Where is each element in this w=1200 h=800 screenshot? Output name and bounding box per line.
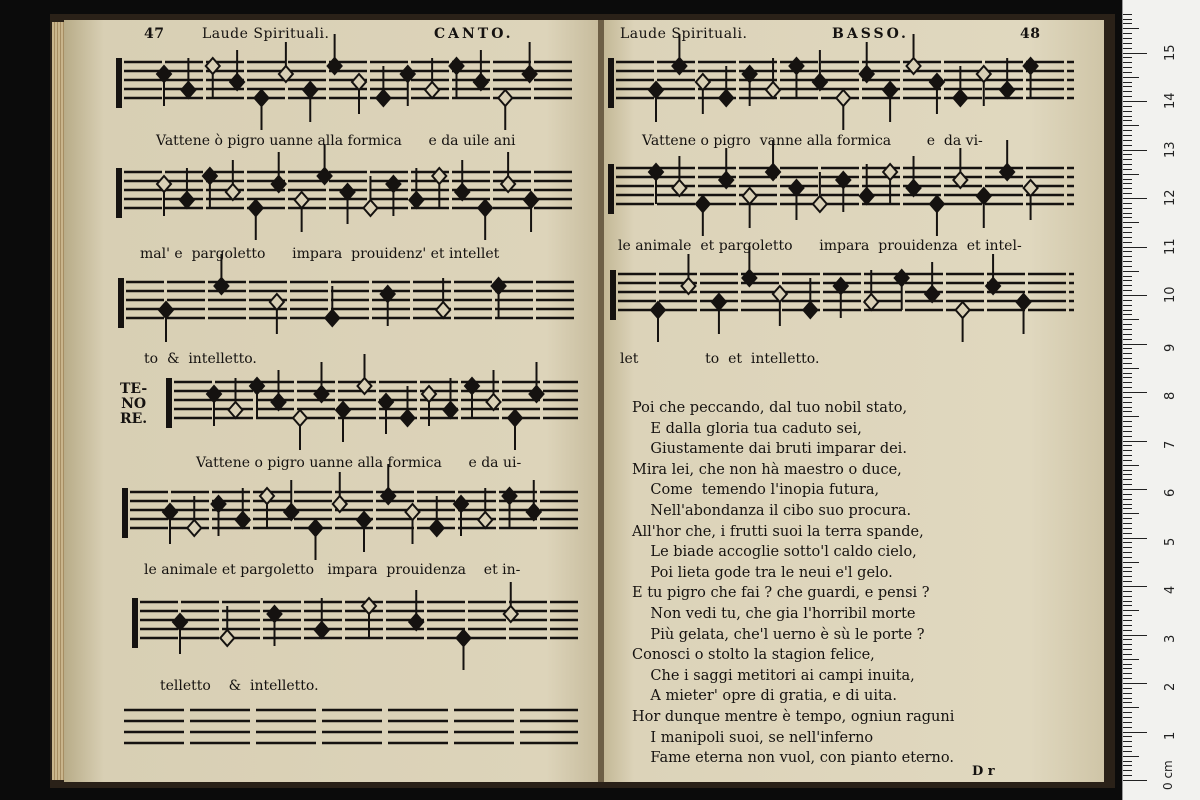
staff (610, 246, 1074, 342)
ruler-tick (1123, 411, 1132, 412)
note-head (401, 410, 415, 426)
ruler-tick (1123, 465, 1139, 466)
ruler-tick (1123, 261, 1132, 262)
note-head (803, 302, 817, 318)
note-head (813, 74, 827, 90)
ruler-tick (1123, 305, 1132, 306)
note-head (229, 402, 243, 418)
tenor-label: TE- NO RE. (120, 381, 148, 427)
ruler-tick (1123, 504, 1132, 505)
ruler-tick (1123, 179, 1132, 180)
ruler-tick (1123, 120, 1132, 121)
ruler-tick (1123, 765, 1132, 766)
ruler-tick (1123, 368, 1139, 369)
ruler-tick (1123, 402, 1132, 403)
lyric-line: let to et intelletto. (620, 351, 820, 367)
note-head (1017, 294, 1031, 310)
ruler-tick (1123, 237, 1132, 238)
poem-line: Più gelata, che'l uerno è sù le porte ? (632, 626, 925, 643)
ruler-tick (1123, 654, 1132, 655)
ruler-tick (1123, 615, 1132, 616)
ruler-tick (1123, 382, 1132, 383)
ruler-tick (1123, 499, 1132, 500)
note-head (524, 192, 538, 208)
note-head (230, 74, 244, 90)
right-voice-label: BASSO. (832, 26, 909, 42)
ruler-tick (1123, 678, 1132, 679)
ruler-tick (1123, 251, 1132, 252)
ruler-tick (1123, 116, 1132, 117)
ruler-tick (1123, 445, 1132, 446)
poem-text (632, 398, 1052, 769)
ruler-tick (1123, 542, 1132, 543)
ruler-tick (1123, 591, 1132, 592)
note-head (226, 184, 240, 200)
note-head (672, 180, 686, 196)
ruler-tick (1123, 533, 1132, 534)
poem-line: Nell'abondanza il cibo suo procura. (632, 502, 912, 519)
ruler-tick (1123, 407, 1132, 408)
ruler-tick (1123, 702, 1132, 703)
ruler-tick (1123, 528, 1132, 529)
note-head (425, 82, 439, 98)
ruler-number: 1 (1163, 731, 1178, 740)
poem-line: Fame eterna non vuol, con pianto eterno. (632, 750, 954, 767)
ruler-tick (1123, 756, 1139, 757)
ruler-number: 15 (1163, 43, 1178, 61)
staff (122, 464, 578, 560)
ruler-tick (1123, 751, 1132, 752)
ruler-tick (1123, 198, 1147, 199)
note-head (864, 294, 878, 310)
ruler-tick (1123, 538, 1147, 539)
ruler-tick (1123, 159, 1132, 160)
ruler-tick (1123, 479, 1132, 480)
note-head (180, 192, 194, 208)
ruler-tick (1123, 227, 1132, 228)
note-head (236, 512, 250, 528)
ruler-tick (1123, 154, 1132, 155)
note-head (436, 302, 450, 318)
ruler-tick (1123, 664, 1132, 665)
ruler-tick (1123, 208, 1132, 209)
ruler-tick (1123, 334, 1132, 335)
note-head (336, 402, 350, 418)
note-head (352, 74, 366, 90)
ruler-tick (1123, 135, 1132, 136)
left-voice-label: CANTO. (434, 26, 514, 42)
ruler-tick (1123, 620, 1132, 621)
note-head (272, 394, 286, 410)
note-head (315, 622, 329, 638)
ruler-tick (1123, 363, 1132, 364)
poem-line: Poi che peccando, dal tuo nobil stato, (632, 400, 908, 416)
note-head (696, 74, 710, 90)
poem-line: All'hor che, i frutti suoi la terra spande, (632, 523, 924, 540)
ruler-tick (1123, 596, 1132, 597)
note-head (293, 410, 307, 426)
left-running-title: Laude Spirituali. (202, 26, 330, 42)
ruler-tick (1123, 130, 1132, 131)
poem-line: Poi lieta gode tra le neui e'l gelo. (632, 564, 893, 581)
ruler-tick (1123, 140, 1132, 141)
ruler-tick (1123, 571, 1132, 572)
ruler-tick (1123, 77, 1139, 78)
ruler-tick (1123, 339, 1132, 340)
note-head (430, 520, 444, 536)
ruler-tick (1123, 712, 1132, 713)
poem-line: Conosci o stolto la stagion felice, (632, 647, 875, 664)
ruler-tick (1123, 732, 1147, 733)
ruler-tick (1123, 169, 1132, 170)
ruler-tick (1123, 67, 1132, 68)
poem-line: Non vedi tu, che gia l'horribil morte (632, 605, 916, 622)
note-head (295, 192, 309, 208)
ruler-number: 5 (1163, 537, 1178, 546)
ruler-tick (1123, 761, 1132, 762)
ruler-tick (1123, 775, 1132, 776)
ruler-tick (1123, 150, 1147, 151)
note-head (956, 302, 970, 318)
ruler-tick (1123, 513, 1139, 514)
ruler-tick (1123, 300, 1132, 301)
note-head (220, 630, 234, 646)
note-head (159, 302, 173, 318)
ruler-tick (1123, 91, 1132, 92)
ruler-tick (1123, 484, 1132, 485)
ruler-tick (1123, 644, 1132, 645)
note-head (766, 82, 780, 98)
note-head (508, 410, 522, 426)
note-head (649, 82, 663, 98)
note-head (651, 302, 665, 318)
staff (118, 254, 574, 342)
ruler-number: 14 (1163, 92, 1178, 109)
staff (608, 140, 1074, 236)
ruler-tick (1123, 242, 1132, 243)
ruler-tick (1123, 348, 1132, 349)
poem-line: E tu pigro che fai ? che guardi, e pensi ? (632, 585, 930, 602)
ruler-tick (1123, 276, 1132, 277)
note-head (789, 180, 803, 196)
ruler-tick (1123, 780, 1147, 781)
ruler-tick (1123, 271, 1139, 272)
note-head (357, 512, 371, 528)
ruler-tick (1123, 256, 1132, 257)
note-head (255, 90, 269, 106)
note-head (409, 614, 423, 630)
note-head (883, 82, 897, 98)
lyric-line: to & intelletto. (144, 351, 257, 367)
ruler-number: 12 (1163, 189, 1178, 206)
lyric-line: le animale et pargoletto impara prouidenza et in- (144, 562, 521, 578)
blank-staff (124, 710, 578, 743)
ruler-tick (1123, 474, 1132, 475)
ruler-number: 8 (1163, 391, 1178, 400)
ruler-tick (1123, 23, 1132, 24)
ruler-tick (1123, 145, 1132, 146)
note-head (270, 294, 284, 310)
ruler-tick (1123, 581, 1132, 582)
ruler-number: 10 (1163, 286, 1178, 303)
right-page-number: 48 (1020, 26, 1041, 42)
note-head (813, 196, 827, 212)
ruler-tick (1123, 630, 1132, 631)
ruler-tick (1123, 610, 1139, 611)
ruler-tick (1123, 557, 1132, 558)
poem-line: E dalla gloria tua caduto sei, (632, 420, 862, 437)
poem-line: Le biade accoglie sotto'l caldo cielo, (632, 544, 917, 561)
ruler-tick (1123, 450, 1132, 451)
note-head (455, 184, 469, 200)
note-head (341, 184, 355, 200)
ruler-tick (1123, 377, 1132, 378)
note-head (498, 90, 512, 106)
ruler-tick (1123, 72, 1132, 73)
note-head (1000, 82, 1014, 98)
ruler-tick (1123, 324, 1132, 325)
lyric-line: Vattene o pigro uanne alla formica e da ui- (196, 455, 522, 471)
ruler-tick (1123, 38, 1132, 39)
ruler-tick (1123, 455, 1132, 456)
note-head (696, 196, 710, 212)
note-head (325, 310, 339, 326)
ruler-tick (1123, 290, 1132, 291)
note-head (173, 614, 187, 630)
poem-line: Giustamente dai bruti imparar dei. (632, 441, 907, 458)
ruler-tick (1123, 576, 1132, 577)
note-head (712, 294, 726, 310)
ruler-tick (1123, 344, 1147, 345)
note-head (907, 180, 921, 196)
ruler-tick (1123, 494, 1132, 495)
ruler-tick (1123, 14, 1132, 15)
ruler-tick (1123, 736, 1132, 737)
ruler-tick (1123, 741, 1132, 742)
left-page (64, 20, 600, 782)
ruler-tick (1123, 183, 1132, 184)
ruler-tick (1123, 601, 1132, 602)
staff (116, 144, 574, 240)
ruler-tick (1123, 421, 1132, 422)
ruler-tick (1123, 125, 1139, 126)
note-head (363, 200, 377, 216)
note-head (478, 512, 492, 528)
staff (132, 582, 578, 670)
note-head (379, 394, 393, 410)
ruler-tick (1123, 247, 1147, 248)
ruler-tick (1123, 562, 1139, 563)
ruler-tick (1123, 86, 1132, 87)
ruler-tick (1123, 217, 1132, 218)
ruler-tick (1123, 213, 1132, 214)
note-head (719, 90, 733, 106)
note-head (187, 520, 201, 536)
note-head (409, 192, 423, 208)
ruler-tick (1123, 397, 1132, 398)
staff (608, 34, 1074, 130)
note-head (925, 286, 939, 302)
ruler-tick (1123, 53, 1147, 54)
ruler-tick (1123, 19, 1132, 20)
ruler-tick (1123, 43, 1132, 44)
ruler-tick (1123, 319, 1139, 320)
ruler-tick (1123, 106, 1132, 107)
ruler-number: 2 (1163, 682, 1178, 691)
ruler-tick (1123, 698, 1132, 699)
right-running-title: Laude Spirituali. (620, 26, 748, 42)
ruler-tick (1123, 266, 1132, 267)
poem-line: Mira lei, che non hà maestro o duce, (632, 461, 902, 478)
right-page (604, 20, 1104, 782)
ruler-tick (1123, 625, 1132, 626)
note-head (284, 504, 298, 520)
note-head (303, 82, 317, 98)
poem-line: Che i saggi metitori ai campi inuita, (632, 667, 915, 684)
note-head (249, 200, 263, 216)
ruler-tick (1123, 426, 1132, 427)
ruler-tick (1123, 314, 1132, 315)
ruler-tick (1123, 387, 1132, 388)
ruler-tick (1123, 567, 1132, 568)
ruler-tick (1123, 460, 1132, 461)
ruler-tick (1123, 285, 1132, 286)
ruler-tick (1123, 683, 1147, 684)
ruler-tick (1123, 174, 1139, 175)
ruler-tick (1123, 746, 1132, 747)
ruler-tick (1123, 358, 1132, 359)
ruler-tick (1123, 635, 1147, 636)
ruler-tick (1123, 547, 1132, 548)
ruler-tick (1123, 33, 1132, 34)
ruler-number: 4 (1163, 585, 1178, 594)
ruler-number: 11 (1163, 237, 1178, 255)
signature-mark: D r (972, 764, 995, 779)
note-head (977, 188, 991, 204)
ruler-number: 9 (1163, 343, 1178, 352)
ruler-tick (1123, 232, 1132, 233)
note-head (444, 402, 458, 418)
note-head (930, 74, 944, 90)
note-head (860, 188, 874, 204)
ruler-tick (1123, 659, 1139, 660)
ruler-tick (1123, 222, 1139, 223)
note-head (376, 90, 390, 106)
ruler-tick (1123, 82, 1132, 83)
ruler-tick (1123, 295, 1147, 296)
left-page-number: 47 (144, 26, 165, 42)
ruler-tick (1123, 111, 1132, 112)
ruler-tick (1123, 62, 1132, 63)
note-head (743, 188, 757, 204)
note-head (163, 504, 177, 520)
ruler-number: 7 (1163, 440, 1178, 449)
ruler-tick (1123, 693, 1132, 694)
ruler-tick (1123, 353, 1132, 354)
ruler-tick (1123, 770, 1132, 771)
ruler-unit-label: 0 cm (1161, 760, 1175, 790)
ruler-tick (1123, 441, 1147, 442)
ruler-tick (1123, 416, 1139, 417)
ruler-tick (1123, 518, 1132, 519)
measurement-ruler (1122, 0, 1200, 800)
note-head (478, 200, 492, 216)
note-head (930, 196, 944, 212)
note-head (457, 630, 471, 646)
staff (116, 34, 574, 130)
ruler-tick (1123, 188, 1132, 189)
note-head (1024, 180, 1038, 196)
lyric-line: le animale et pargoletto impara prouidenza et intel- (618, 238, 1022, 254)
lyric-line: Vattene o pigro vanne alla formica e da vi- (642, 133, 983, 149)
ruler-tick (1123, 523, 1132, 524)
ruler-tick (1123, 329, 1132, 330)
lyric-line: mal' e pargoletto impara prouidenz' et intellet (140, 246, 500, 262)
ruler-tick (1123, 436, 1132, 437)
poem-line: I manipoli suoi, se nell'inferno (632, 729, 874, 746)
ruler-tick (1123, 203, 1132, 204)
note-head (773, 286, 787, 302)
note-head (953, 90, 967, 106)
ruler-tick (1123, 489, 1147, 490)
ruler-tick (1123, 193, 1132, 194)
ruler-tick (1123, 722, 1132, 723)
ruler-tick (1123, 668, 1132, 669)
ruler-number: 3 (1163, 634, 1178, 643)
ruler-tick (1123, 707, 1139, 708)
ruler-tick (1123, 392, 1147, 393)
ruler-tick (1123, 717, 1132, 718)
note-head (836, 90, 850, 106)
ruler-tick (1123, 639, 1132, 640)
ruler-tick (1123, 470, 1132, 471)
ruler-tick (1123, 48, 1132, 49)
poem-line: Hor dunque mentre è tempo, ogniun raguni (632, 708, 955, 725)
note-head (487, 394, 501, 410)
note-head (406, 504, 420, 520)
ruler-tick (1123, 727, 1132, 728)
poem-line: A mieter' opre di gratia, e di uita. (632, 688, 898, 705)
ruler-tick (1123, 310, 1132, 311)
ruler-number: 13 (1163, 140, 1178, 158)
ruler-tick (1123, 586, 1147, 587)
note-head (309, 520, 323, 536)
ruler-tick (1123, 605, 1132, 606)
ruler-tick (1123, 508, 1132, 509)
note-head (527, 504, 541, 520)
ruler-tick (1123, 688, 1132, 689)
ruler-tick (1123, 280, 1132, 281)
ruler-number: 6 (1163, 488, 1178, 497)
staff (166, 354, 578, 450)
note-head (474, 74, 488, 90)
ruler-tick (1123, 28, 1139, 29)
ruler-tick (1123, 57, 1132, 58)
ruler-tick (1123, 431, 1132, 432)
note-head (181, 82, 195, 98)
ruler-tick (1123, 649, 1132, 650)
lyric-line: telletto & intelletto. (160, 678, 319, 694)
lyric-line: Vattene ò pigro uanne alla formica e da uile ani (156, 133, 516, 149)
ruler-tick (1123, 552, 1132, 553)
ruler-tick (1123, 673, 1132, 674)
ruler-tick (1123, 373, 1132, 374)
ruler-tick (1123, 96, 1132, 97)
ruler-tick (1123, 101, 1147, 102)
ruler-tick (1123, 164, 1132, 165)
poem-line: Come temendo l'inopia futura, (632, 482, 880, 499)
